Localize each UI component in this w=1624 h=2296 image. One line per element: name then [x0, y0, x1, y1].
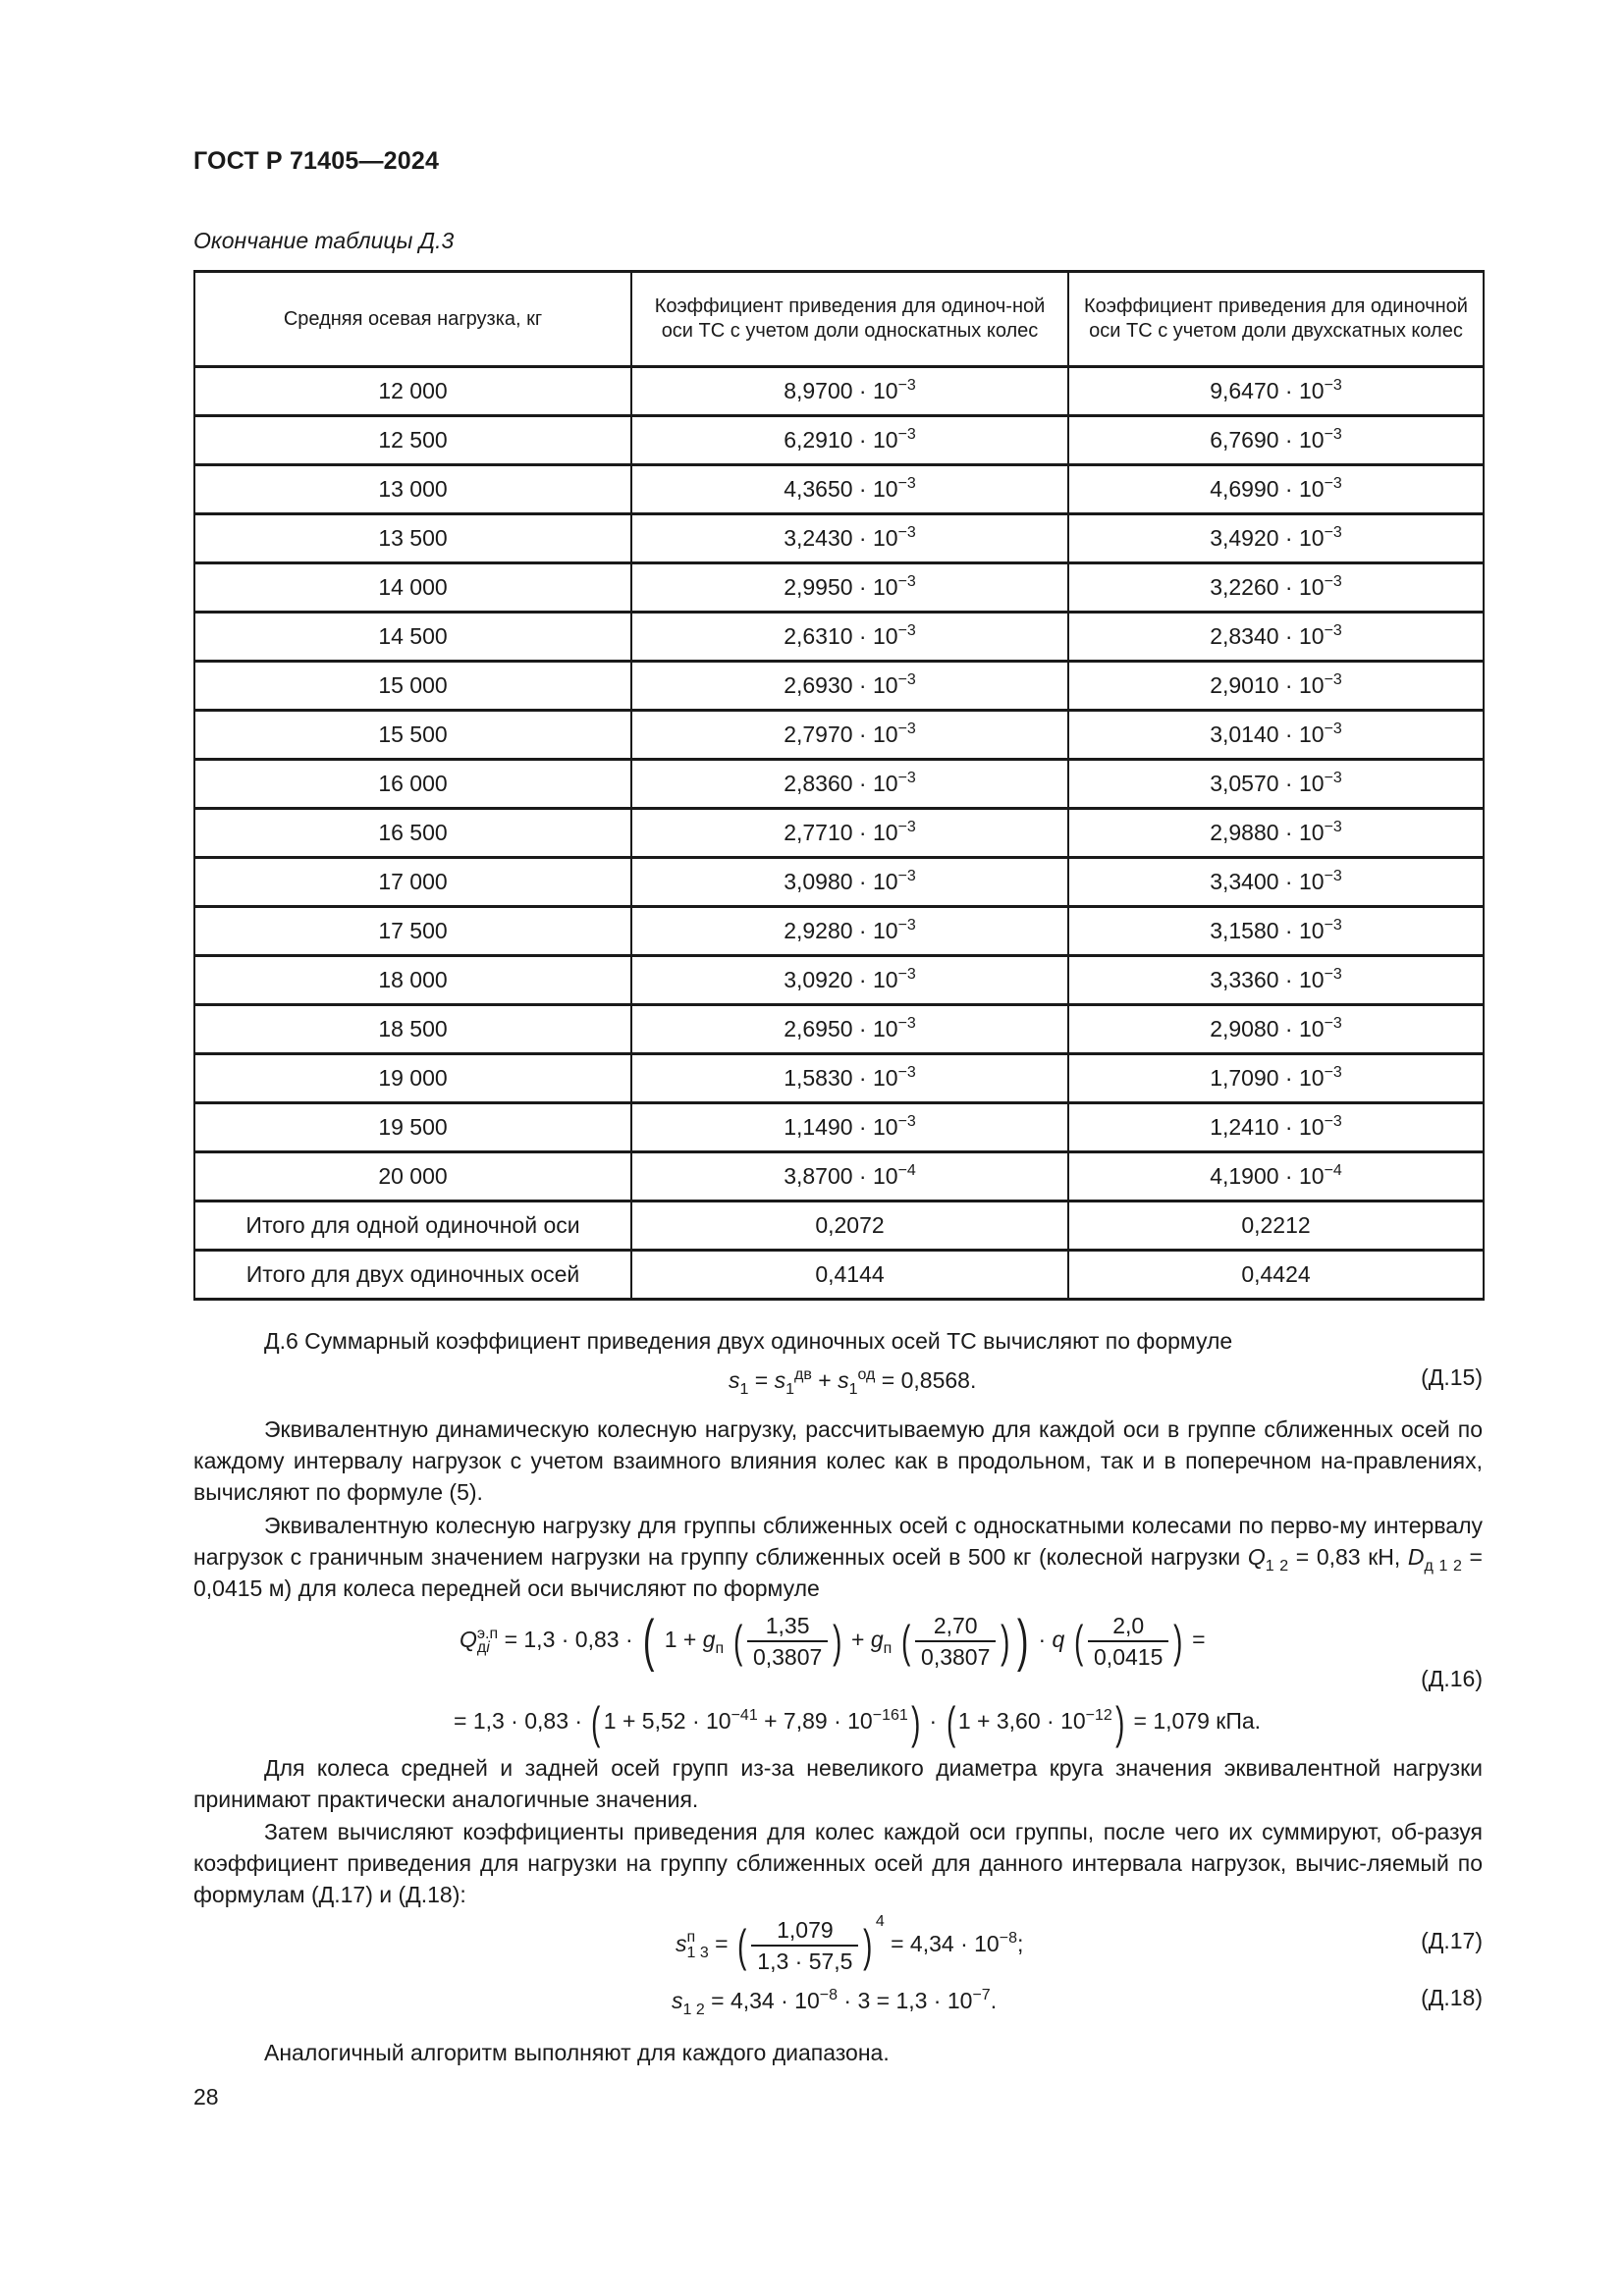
cell-single-wheel-coef [631, 1005, 1068, 1054]
coef-mantissa: 3,3400 · 10 [1210, 869, 1325, 894]
paragraph-reduction-coefficients: Затем вычисляют коэффициенты приведения для колес каждой оси группы, после чего их суммируют, об-разуя коэффициент приведения для нагрузки на группу сближенных осей для данного интервала нагрузок, вычис-ляемый по формулам (Д.17) и (Д.18): [193, 1819, 1483, 1907]
coef-exponent: −4 [1324, 1162, 1342, 1179]
coef-exponent: −3 [897, 819, 916, 835]
formula-subscript: д 1 2 [1424, 1558, 1462, 1575]
formula-text: + 7,89 · 10 [757, 1708, 873, 1734]
coef-exponent: −3 [1324, 966, 1342, 983]
table-row [194, 1005, 1484, 1054]
table-row [194, 416, 1484, 465]
cell-dual-wheel-coef [1068, 465, 1484, 514]
formula-superscript: дв [794, 1366, 812, 1383]
coef-exponent: −3 [897, 917, 916, 934]
fraction [751, 1915, 858, 1976]
formula-d18 [672, 1985, 997, 2016]
formula-operator: = [1192, 1627, 1206, 1652]
numerator: 1,35 [747, 1611, 828, 1642]
cell-dual-wheel-coef [1068, 760, 1484, 809]
paragraph-equivalent-wheel-load [193, 1510, 1483, 1604]
cell-dual-wheel-coef [1068, 956, 1484, 1005]
cell-dual-wheel-coef [1068, 711, 1484, 760]
formula-symbol: D [1407, 1544, 1425, 1570]
coef-exponent: −3 [1324, 868, 1342, 884]
cell-dual-wheel-coef [1068, 613, 1484, 662]
formula-text: = 1,3 · 0,83 · [504, 1627, 633, 1652]
table-row [194, 662, 1484, 711]
left-paren: ( [737, 1919, 747, 1971]
formula-symbol: s [774, 1367, 786, 1393]
table-row [194, 1054, 1484, 1103]
coef-mantissa: 6,2910 · 10 [784, 427, 898, 453]
coef-exponent: −3 [1324, 622, 1342, 639]
fraction [915, 1611, 996, 1672]
table-total-row [194, 1251, 1484, 1300]
cell-single-wheel-coef [631, 809, 1068, 858]
page-number: 28 [193, 2084, 219, 2109]
coef-exponent: −3 [897, 770, 916, 786]
formula-exponent: −8 [819, 1987, 838, 2003]
cell-dual-wheel-coef [1068, 858, 1484, 907]
coef-exponent: −3 [897, 622, 916, 639]
coef-mantissa: 2,9280 · 10 [784, 918, 898, 943]
coef-mantissa: 3,0140 · 10 [1210, 721, 1325, 747]
cell-axle-load: 12 000 [194, 367, 631, 416]
table-row [194, 1103, 1484, 1152]
cell-axle-load: 15 000 [194, 662, 631, 711]
cell-total-label: Итого для одной одиночной оси [194, 1201, 631, 1251]
coef-exponent: −3 [1324, 770, 1342, 786]
formula-operator: · [1038, 1627, 1047, 1652]
numerator: 2,70 [915, 1611, 996, 1642]
cell-single-wheel-coef [631, 563, 1068, 613]
cell-axle-load: 16 000 [194, 760, 631, 809]
formula-subscript: 1 [848, 1381, 858, 1398]
formula-operator: · [929, 1708, 938, 1734]
coef-exponent: −3 [897, 1113, 916, 1130]
formula-symbol: Q [460, 1627, 477, 1652]
coef-exponent: −3 [1324, 475, 1342, 492]
formula-text: = 4,34 · 10 [891, 1931, 1000, 1956]
cell-dual-wheel-coef [1068, 907, 1484, 956]
paragraph-text: = 0,83 кН, [1288, 1544, 1408, 1570]
cell-single-wheel-coef [631, 711, 1068, 760]
formula-symbol: s [676, 1931, 687, 1956]
coef-mantissa: 1,2410 · 10 [1210, 1114, 1325, 1140]
coef-mantissa: 3,8700 · 10 [784, 1163, 898, 1189]
equation-number-d18: (Д.18) [1421, 1985, 1483, 2010]
coef-exponent: −3 [1324, 1113, 1342, 1130]
table-body [194, 367, 1484, 1300]
cell-single-wheel-coef [631, 1152, 1068, 1201]
cell-total-label: Итого для двух одиночных осей [194, 1251, 631, 1300]
formula-text: ; [1016, 1931, 1024, 1956]
table-row [194, 465, 1484, 514]
formula-superscript: э.п [476, 1625, 499, 1642]
coef-exponent: −3 [1324, 377, 1342, 394]
coef-exponent: −3 [1324, 1015, 1342, 1032]
cell-single-wheel-coef [631, 1054, 1068, 1103]
cell-single-wheel-coef [631, 956, 1068, 1005]
cell-axle-load: 18 000 [194, 956, 631, 1005]
formula-subscript: д [476, 1638, 487, 1656]
coef-exponent: −3 [897, 868, 916, 884]
coef-mantissa: 1,7090 · 10 [1210, 1065, 1325, 1091]
left-paren: ( [642, 1608, 655, 1673]
left-paren: ( [946, 1696, 955, 1748]
table-row [194, 613, 1484, 662]
section-d6-text: Д.6 Суммарный коэффициент приведения двух одиночных осей ТС вычисляют по формуле [264, 1328, 1233, 1354]
denominator: 1,3 · 57,5 [757, 1948, 853, 1974]
coef-mantissa: 2,8360 · 10 [784, 771, 898, 796]
coef-exponent: −3 [1324, 573, 1342, 590]
right-paren: ) [1114, 1696, 1125, 1748]
cell-single-wheel-coef [631, 858, 1068, 907]
fraction [1088, 1611, 1168, 1672]
formula-symbol: s [672, 1988, 683, 2013]
coef-exponent: −3 [897, 966, 916, 983]
column-header-axle-load: Средняя осевая нагрузка, кг [194, 272, 631, 367]
coef-exponent: −3 [1324, 426, 1342, 443]
formula-text: 1 + 3,60 · 10 [957, 1708, 1086, 1734]
table-row [194, 514, 1484, 563]
coef-mantissa: 2,9010 · 10 [1210, 672, 1325, 698]
coef-mantissa: 2,7710 · 10 [784, 820, 898, 845]
numerator: 2,0 [1088, 1611, 1168, 1642]
coef-exponent: −3 [1324, 917, 1342, 934]
cell-axle-load: 17 000 [194, 858, 631, 907]
formula-text: 1 + [664, 1627, 697, 1652]
formula-operator: = [754, 1367, 769, 1393]
coef-exponent: −3 [897, 524, 916, 541]
table-row [194, 760, 1484, 809]
formula-superscript: од [857, 1366, 876, 1383]
fraction [747, 1611, 828, 1672]
left-paren: ( [1073, 1615, 1083, 1667]
formula-result: = 0,8568. [881, 1367, 977, 1393]
coef-mantissa: 3,4920 · 10 [1210, 525, 1325, 551]
formula-symbol: s [838, 1367, 849, 1393]
cell-dual-wheel-coef [1068, 416, 1484, 465]
cell-dual-wheel-coef [1068, 563, 1484, 613]
formula-text: = 1,3 · 0,83 · [454, 1708, 583, 1734]
table-caption: Окончание таблицы Д.3 [193, 228, 455, 253]
formula-symbol: s [729, 1367, 740, 1393]
coef-mantissa: 3,2430 · 10 [784, 525, 898, 551]
cell-dual-wheel-coef [1068, 367, 1484, 416]
cell-dual-wheel-coef [1068, 1152, 1484, 1201]
cell-axle-load: 12 500 [194, 416, 631, 465]
formula-d17 [676, 1914, 1023, 1976]
cell-single-wheel-coef [631, 465, 1068, 514]
coef-mantissa: 3,0920 · 10 [784, 967, 898, 992]
coef-exponent: −3 [897, 377, 916, 394]
coef-exponent: −3 [897, 475, 916, 492]
formula-exponent: −8 [999, 1930, 1017, 1947]
cell-axle-load: 18 500 [194, 1005, 631, 1054]
coef-exponent: −3 [897, 1015, 916, 1032]
cell-dual-wheel-coef [1068, 662, 1484, 711]
formula-subscript: п [883, 1640, 893, 1657]
paragraph-equivalent-dynamic-load: Эквивалентную динамическую колесную нагрузку, рассчитываемую для каждой оси в группе сближенных осей по каждому интервалу нагрузок с учетом взаимного влияния колес как в продольном, так и в поперечном на-правлениях, вычисляют по формуле (5). [193, 1416, 1483, 1505]
cell-axle-load: 14 500 [194, 613, 631, 662]
table-row [194, 956, 1484, 1005]
formula-subscript: 1 2 [1265, 1558, 1289, 1575]
right-paren: ) [833, 1615, 842, 1667]
formula-symbol: g [870, 1627, 884, 1652]
table-row [194, 907, 1484, 956]
coef-exponent: −3 [1324, 819, 1342, 835]
formula-result: = 1,079 кПа. [1133, 1708, 1262, 1734]
cell-dual-wheel-coef [1068, 1054, 1484, 1103]
cell-total-dual: 0,4424 [1068, 1251, 1484, 1300]
cell-single-wheel-coef [631, 1103, 1068, 1152]
denominator: 0,3807 [921, 1643, 991, 1670]
formula-superscript: п [686, 1928, 696, 1946]
table-row [194, 858, 1484, 907]
coef-mantissa: 3,1580 · 10 [1210, 918, 1325, 943]
cell-axle-load: 13 500 [194, 514, 631, 563]
formula-text: · 3 = 1,3 · 10 [838, 1988, 973, 2013]
coef-mantissa: 2,6310 · 10 [784, 623, 898, 649]
formula-d16-line2 [454, 1696, 1262, 1748]
coef-mantissa: 2,6950 · 10 [784, 1016, 898, 1041]
formula-exponent: −161 [872, 1707, 908, 1724]
cell-axle-load: 14 000 [194, 563, 631, 613]
equation-number-d16: (Д.16) [1421, 1666, 1483, 1691]
cell-axle-load: 15 500 [194, 711, 631, 760]
coef-mantissa: 2,9950 · 10 [784, 574, 898, 600]
denominator: 0,3807 [752, 1643, 823, 1670]
cell-axle-load: 13 000 [194, 465, 631, 514]
formula-exponent: −41 [731, 1707, 758, 1724]
right-paren: ) [863, 1919, 873, 1971]
table-total-row [194, 1201, 1484, 1251]
coef-mantissa: 3,0570 · 10 [1210, 771, 1325, 796]
paragraph-algorithm: Аналогичный алгоритм выполняют для каждого диапазона. [264, 2040, 890, 2065]
right-paren: ) [1016, 1608, 1029, 1673]
coef-mantissa: 1,5830 · 10 [784, 1065, 898, 1091]
formula-operator: + [818, 1367, 832, 1393]
right-paren: ) [1001, 1615, 1010, 1667]
formula-d16-line1 [460, 1610, 1206, 1672]
formula-operator: + [851, 1627, 865, 1652]
coef-mantissa: 4,3650 · 10 [784, 476, 898, 502]
formula-exponent: 4 [875, 1913, 885, 1930]
coef-mantissa: 3,3360 · 10 [1210, 967, 1325, 992]
cell-axle-load: 19 000 [194, 1054, 631, 1103]
right-paren: ) [1173, 1615, 1183, 1667]
coef-mantissa: 4,1900 · 10 [1210, 1163, 1325, 1189]
coef-exponent: −4 [897, 1162, 916, 1179]
coef-exponent: −3 [897, 721, 916, 737]
paragraph-middle-rear-axles: Для колеса средней и задней осей групп из-за невеликого диаметра круга значения эквивалентной нагрузки принимают практически аналогичные значения. [193, 1755, 1483, 1812]
coef-mantissa: 1,1490 · 10 [784, 1114, 898, 1140]
coef-mantissa: 3,2260 · 10 [1210, 574, 1325, 600]
coef-mantissa: 2,9080 · 10 [1210, 1016, 1325, 1041]
denominator: 0,0415 [1094, 1643, 1164, 1670]
formula-text: 1 + 5,52 · 10 [603, 1708, 731, 1734]
cell-single-wheel-coef [631, 416, 1068, 465]
coef-exponent: −3 [1324, 1064, 1342, 1081]
formula-subscript: 1 [785, 1381, 795, 1398]
left-paren: ( [732, 1615, 742, 1667]
cell-total-dual: 0,2212 [1068, 1201, 1484, 1251]
coef-mantissa: 2,8340 · 10 [1210, 623, 1325, 649]
coef-exponent: −3 [897, 1064, 916, 1081]
formula-text: = 4,34 · 10 [704, 1988, 820, 2013]
cell-single-wheel-coef [631, 514, 1068, 563]
cell-single-wheel-coef [631, 613, 1068, 662]
table-row [194, 711, 1484, 760]
coef-mantissa: 6,7690 · 10 [1210, 427, 1325, 453]
coef-exponent: −3 [1324, 721, 1342, 737]
formula-d15 [729, 1364, 976, 1396]
paragraph-text: = 0,0415 м) для колеса передней оси вычисляют по формуле [193, 1544, 1483, 1601]
coef-exponent: −3 [897, 671, 916, 688]
equation-number-d17: (Д.17) [1421, 1928, 1483, 1953]
coef-mantissa: 3,0980 · 10 [784, 869, 898, 894]
coef-exponent: −3 [897, 573, 916, 590]
paragraph-text: Эквивалентную колесную нагрузку для группы сближенных осей с односкатными колесами по перво-му интервалу нагрузок с граничным значением нагрузки на группу сближенных осей в 500 кг (колесной нагрузки [193, 1513, 1483, 1570]
cell-axle-load: 16 500 [194, 809, 631, 858]
cell-single-wheel-coef [631, 907, 1068, 956]
cell-dual-wheel-coef [1068, 1103, 1484, 1152]
formula-exponent: −12 [1085, 1707, 1112, 1724]
formula-symbol: q [1052, 1627, 1065, 1652]
cell-dual-wheel-coef [1068, 514, 1484, 563]
table-row [194, 367, 1484, 416]
equation-number-d15: (Д.15) [1421, 1364, 1483, 1390]
cell-axle-load: 17 500 [194, 907, 631, 956]
coef-exponent: −3 [1324, 671, 1342, 688]
standard-id-header: ГОСТ Р 71405—2024 [193, 147, 440, 175]
cell-single-wheel-coef [631, 662, 1068, 711]
cell-dual-wheel-coef [1068, 809, 1484, 858]
coef-mantissa: 4,6990 · 10 [1210, 476, 1325, 502]
cell-axle-load: 20 000 [194, 1152, 631, 1201]
coef-mantissa: 2,7970 · 10 [784, 721, 898, 747]
formula-exponent: −7 [972, 1987, 991, 2003]
formula-symbol: g [702, 1627, 716, 1652]
table-row [194, 563, 1484, 613]
cell-total-single: 0,4144 [631, 1251, 1068, 1300]
left-paren: ( [900, 1615, 910, 1667]
coef-exponent: −3 [897, 426, 916, 443]
table-row [194, 1152, 1484, 1201]
column-header-single-wheel-coef: Коэффициент приведения для одиноч-ной оси ТС с учетом доли односкатных колес [631, 272, 1068, 367]
formula-subscript: п [715, 1640, 725, 1657]
coef-mantissa: 8,9700 · 10 [784, 378, 898, 403]
coef-mantissa: 2,9880 · 10 [1210, 820, 1325, 845]
left-paren: ( [591, 1696, 601, 1748]
column-header-dual-wheel-coef: Коэффициент приведения для одиночной оси ТС с учетом доли двухскатных колес [1068, 272, 1484, 367]
formula-subscript: 1 3 [686, 1944, 709, 1961]
cell-axle-load: 19 500 [194, 1103, 631, 1152]
table-row [194, 809, 1484, 858]
cell-single-wheel-coef [631, 760, 1068, 809]
formula-subscript: 1 [739, 1381, 749, 1398]
coef-mantissa: 9,6470 · 10 [1210, 378, 1325, 403]
coefficient-table [193, 270, 1485, 1301]
formula-subscript: i [486, 1638, 490, 1656]
coef-exponent: −3 [1324, 524, 1342, 541]
cell-dual-wheel-coef [1068, 1005, 1484, 1054]
formula-subscript: 1 2 [682, 2002, 705, 2018]
cell-total-single: 0,2072 [631, 1201, 1068, 1251]
formula-text: . [990, 1988, 998, 2013]
formula-operator: = [715, 1931, 729, 1956]
numerator: 1,079 [751, 1915, 858, 1947]
table-header-row [194, 272, 1484, 367]
formula-symbol: Q [1247, 1544, 1266, 1570]
coef-mantissa: 2,6930 · 10 [784, 672, 898, 698]
cell-single-wheel-coef [631, 367, 1068, 416]
right-paren: ) [910, 1696, 921, 1748]
